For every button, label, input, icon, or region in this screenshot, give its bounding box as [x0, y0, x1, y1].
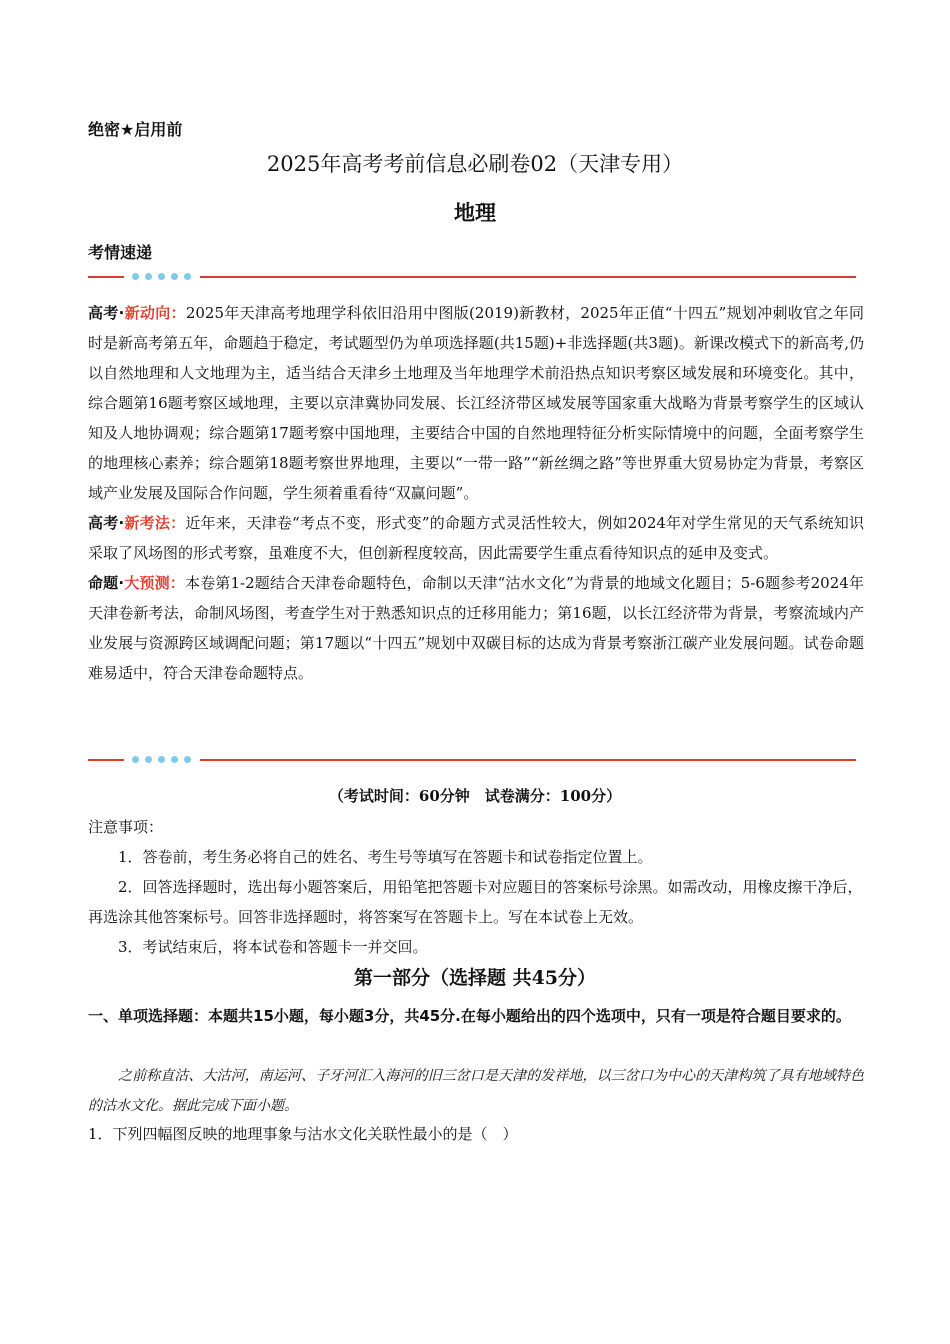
section-instruction: 一、单项选择题：本题共15小题，每小题3分，共45分.在每小题给出的四个选项中，只有一项是符合题目要求的。	[88, 1007, 851, 1025]
divider-dot	[132, 273, 139, 280]
tag-separator: ·	[118, 574, 125, 592]
paragraph-text: 本卷第1-2题结合天津卷命题特色，命制以天津“沽水文化”为背景的地域文化题目；5-6题参考2024年天津卷新考法，命制风场图，考查学生对于熟悉知识点的迁移用能力；第16题，以长江经济带为背景，考察流域内产业发展与资源跨区域调配问题；第17题以“十四五”规划中双碳目标的达成为背景考察浙江碳产业发展问题。试卷命题难易适中，符合天津卷命题特点。	[88, 574, 864, 682]
tag-highlight: 大预测	[124, 574, 170, 592]
reading-passage: 之前称直沽、大沽河，南运河、子牙河汇入海河的旧三岔口是天津的发祥地，以三岔口为中心的天津构筑了具有地域特色的沽水文化。据此完成下面小题。	[88, 1068, 864, 1114]
question-1: 1．下列四幅图反映的地理事象与沽水文化关联性最小的是（ ）	[88, 1125, 518, 1143]
divider-dot	[184, 756, 191, 763]
divider-dots	[132, 273, 191, 281]
divider-line-left	[88, 276, 124, 278]
tag-label: 高考	[88, 514, 119, 532]
intro-paragraph-method	[88, 508, 864, 568]
tag-separator: ·	[118, 304, 125, 322]
intro-block	[88, 298, 864, 688]
tag-colon: ：	[170, 304, 186, 322]
subject-title: 地理	[454, 201, 496, 225]
notes-item: 3．考试结束后，将本试卷和答题卡一并交回。	[118, 938, 428, 956]
divider-line-right	[200, 276, 856, 278]
divider-dot	[145, 273, 152, 280]
paragraph-text: 2025年天津高考地理学科依旧沿用中图版(2019)新教材，2025年正值“十四五”规划冲刺收官之年同时是新高考第五年，命题趋于稳定，考试题型仍为单项选择题(共15题)+非选择题(共3题)。新课改模式下的新高考,仍以自然地理和人文地理为主，适当结合天津乡土地理及当年地理学术前沿热点知识考察区域发展和环境变化。其中，综合题第16题考察区域地理，主要以京津冀协同发展、长江经济带区域发展等国家重大战略为背景考察学生的区域认知及人地协调观；综合题第17题考察中国地理，主要结合中国的自然地理特征分析实际情境中的问题，全面考察学生的地理核心素养；综合题第18题考察世界地理，主要以“一带一路”“新丝绸之路”等世界重大贸易协定为背景，考察区域产业发展及国际合作问题，学生须着重看待“双赢问题”。	[88, 304, 864, 502]
tag-label: 高考	[88, 304, 119, 322]
tag-colon: ：	[170, 514, 186, 532]
tag-label: 命题	[88, 574, 119, 592]
divider-line-right	[200, 759, 856, 761]
divider-line-left	[88, 759, 124, 761]
intro-paragraph-trend	[88, 298, 864, 508]
confidential-mark: 绝密★启用前	[88, 120, 183, 139]
exam-info: （考试时间：60分钟 试卷满分：100分）	[328, 787, 622, 805]
divider-dot	[158, 756, 165, 763]
tag-highlight: 新考法	[124, 514, 171, 532]
notes-item: 2．回答选择题时，选出每小题答案后，用铅笔把答题卡对应题目的答案标号涂黑。如需改动，用橡皮擦干净后，再选涂其他答案标号。回答非选择题时，将答案写在答题卡上。写在本试卷上无效。	[88, 878, 863, 926]
section-heading: 考情速递	[88, 243, 153, 262]
divider-dot	[171, 756, 178, 763]
part-title: 第一部分（选择题 共45分）	[353, 967, 597, 989]
divider-dots	[132, 756, 191, 764]
tag-separator: ·	[118, 514, 125, 532]
page-title: 2025年高考考前信息必刷卷02（天津专用）	[266, 152, 684, 176]
paragraph-text: 近年来，天津卷“考点不变，形式变”的命题方式灵活性较大，例如2024年对学生常见的天气系统知识采取了风场图的形式考察，虽难度不大，但创新程度较高，因此需要学生重点看待知识点的延申及变式。	[88, 514, 864, 562]
divider-bottom	[88, 755, 856, 765]
divider-dot	[132, 756, 139, 763]
divider-dot	[184, 273, 191, 280]
notes-item: 1．答卷前，考生务必将自己的姓名、考生号等填写在答题卡和试卷指定位置上。	[118, 848, 653, 866]
divider-dot	[158, 273, 165, 280]
divider-dot	[171, 273, 178, 280]
intro-paragraph-forecast	[88, 568, 864, 688]
tag-colon: ：	[169, 574, 185, 592]
tag-highlight: 新动向	[124, 304, 171, 322]
notes-block	[88, 812, 864, 962]
divider-top	[88, 272, 856, 282]
notes-heading: 注意事项：	[88, 818, 164, 836]
divider-dot	[145, 756, 152, 763]
